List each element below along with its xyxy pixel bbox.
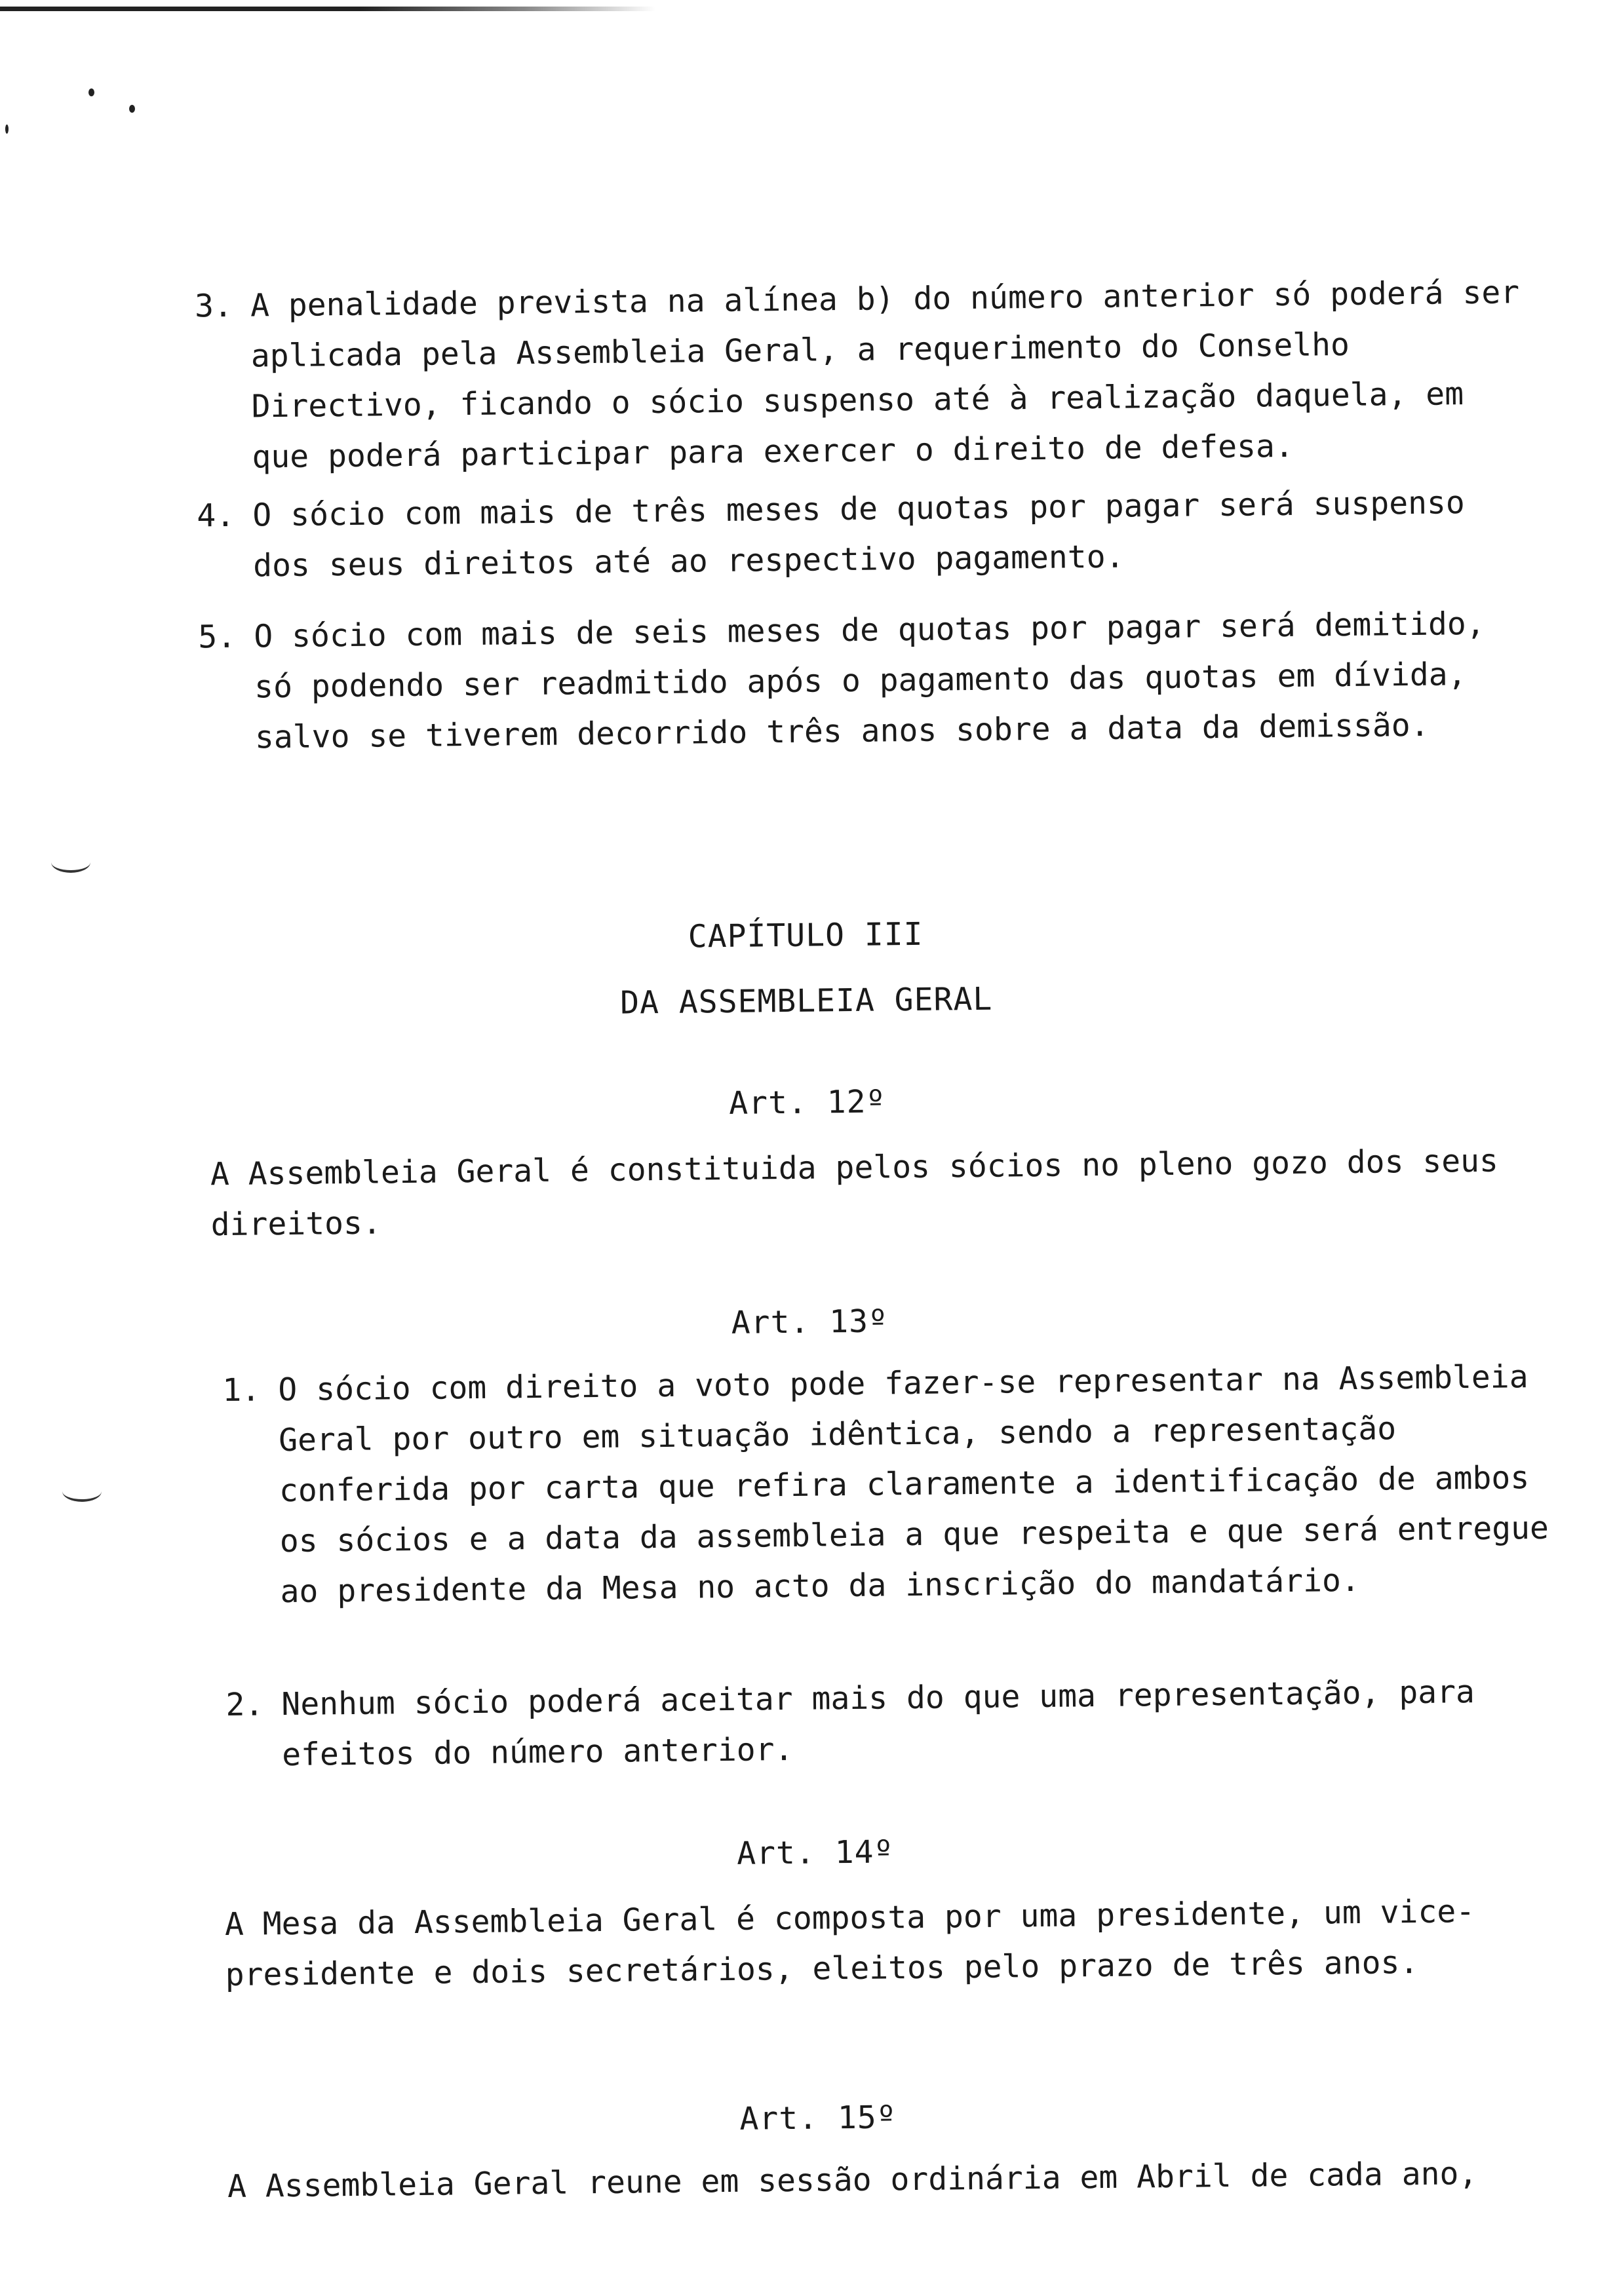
item-text: O sócio com mais de seis meses de quotas por pagar será demitido, só podendo ser readmitido após o pagamento das quotas em dívida, salvo se tiverem decorrido três anos sobre a data da demissão. [254, 605, 1485, 756]
chapter-subtitle: DA ASSEMBLEIA GERAL [619, 980, 993, 1022]
item-number: 1. [222, 1371, 261, 1409]
list-item [225, 1666, 1557, 1781]
article-heading: Art. 12º [728, 1083, 886, 1122]
item-number: 4. [197, 497, 235, 535]
list-item [197, 477, 1528, 592]
article-text: A Assembleia Geral reune em sessão ordinária em Abril de cada ano, [227, 2155, 1478, 2206]
list-item [198, 598, 1530, 763]
article-heading: Art. 15º [739, 2099, 897, 2137]
item-number: 3. [194, 287, 233, 325]
article-text: A Assembleia Geral é constituida pelos sócios no pleno gozo dos seus direitos. [210, 1142, 1499, 1244]
article-text: A Mesa da Assembleia Geral é composta por uma presidente, um vice-presidente e dois secretários, eleitos pelo prazo de três anos. [224, 1893, 1475, 1994]
item-text: A penalidade prevista na alínea b) do número anterior só poderá ser aplicada pela Assembleia Geral, a requerimento do Conselho Directivo, ficando o sócio suspenso até à realização daquela, em que poderá participar para exercer o direito de defesa. [250, 274, 1520, 476]
list-item [222, 1352, 1555, 1618]
item-text: O sócio com direito a voto pode fazer-se representar na Assembleia Geral por outro em situação idêntica, sendo a representação conferida por carta que refira claramente a identificação de ambos os sócios e a data da assembleia a que respeita e que será entregue ao presidente da Mesa no acto da inscrição do mandatário. [278, 1358, 1549, 1611]
item-number: 5. [198, 618, 237, 656]
item-number: 2. [225, 1686, 264, 1724]
item-text: O sócio com mais de três meses de quotas por pagar será suspenso dos seus direitos até ao respectivo pagamento. [252, 484, 1466, 584]
list-item [195, 267, 1527, 483]
item-text: Nenhum sócio poderá aceitar mais do que uma representação, para efeitos do número anterior. [281, 1674, 1475, 1774]
chapter-title: CAPÍTULO III [688, 915, 924, 955]
article-heading: Art. 14º [736, 1833, 894, 1872]
article-heading: Art. 13º [731, 1303, 889, 1341]
